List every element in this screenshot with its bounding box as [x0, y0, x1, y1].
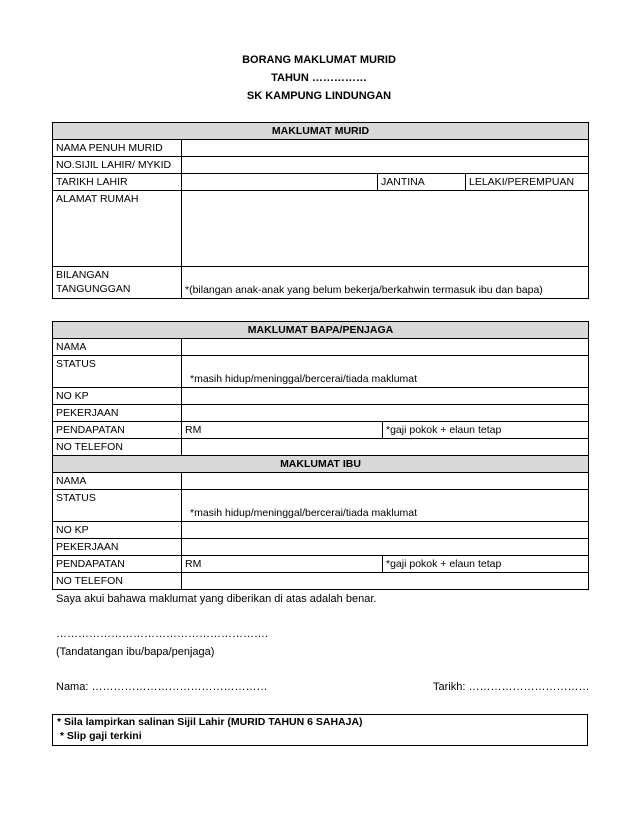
father-status-label: STATUS [53, 356, 182, 388]
school-name: SK KAMPUNG LINDUNGAN [246, 90, 392, 102]
father-name-field[interactable] [182, 339, 589, 356]
signature-label: (Tandatangan ibu/bapa/penjaga) [56, 646, 215, 658]
mother-status-note: *masih hidup/meninggal/bercerai/tiada maklumat [190, 507, 418, 519]
father-income-note: *gaji pokok + elaun tetap [383, 422, 589, 439]
father-info-heading: MAKLUMAT BAPA/PENJAGA [53, 322, 589, 339]
parent-info-table [52, 321, 589, 590]
note-birth-cert: * Sila lampirkan salinan Sijil Lahir (MURID TAHUN 6 SAHAJA) [57, 716, 363, 728]
mother-job-field[interactable] [182, 539, 589, 556]
attachment-notes [52, 714, 588, 746]
signature-line[interactable]: …………………………………………………. [56, 628, 269, 640]
birth-date-field[interactable] [182, 174, 378, 191]
student-info-table [52, 122, 589, 299]
name-line[interactable]: Nama: ………………………………………… [56, 681, 268, 693]
mother-ic-field[interactable] [182, 522, 589, 539]
father-ic-label: NO KP [53, 388, 182, 405]
mother-name-field[interactable] [182, 473, 589, 490]
mother-job-label: PEKERJAAN [53, 539, 182, 556]
declaration-statement: Saya akui bahawa maklumat yang diberikan di atas adalah benar. [56, 593, 377, 605]
father-ic-field[interactable] [182, 388, 589, 405]
gender-field[interactable]: LELAKI/PEREMPUAN [466, 174, 589, 191]
mother-ic-label: NO KP [53, 522, 182, 539]
mother-info-heading: MAKLUMAT IBU [53, 456, 589, 473]
student-name-field[interactable] [182, 140, 589, 157]
mother-status-field[interactable] [182, 490, 589, 522]
dependents-note: *(bilangan anak-anak yang belum bekerja/berkahwin termasuk ibu dan bapa) [185, 284, 543, 296]
mother-status-label: STATUS [53, 490, 182, 522]
gender-label: JANTINA [378, 174, 466, 191]
mother-phone-label: NO TELEFON [53, 573, 182, 590]
mother-income-label: PENDAPATAN [53, 556, 182, 573]
address-label: ALAMAT RUMAH [53, 191, 182, 267]
student-name-label: NAMA PENUH MURID [53, 140, 182, 157]
father-status-note: *masih hidup/meninggal/bercerai/tiada maklumat [190, 373, 418, 385]
note-payslip: * Slip gaji terkini [57, 730, 142, 742]
birth-date-label: TARIKH LAHIR [53, 174, 182, 191]
date-line[interactable]: Tarikh: …………………………… [433, 681, 590, 693]
father-phone-label: NO TELEFON [53, 439, 182, 456]
dependents-label-line2: TANGUNGGAN [56, 283, 131, 295]
birth-cert-field[interactable] [182, 157, 589, 174]
father-job-label: PEKERJAAN [53, 405, 182, 422]
form-title: BORANG MAKLUMAT MURID [242, 54, 396, 66]
father-status-field[interactable] [182, 356, 589, 388]
dependents-label-line1: BILANGAN [56, 269, 110, 281]
father-phone-field[interactable] [182, 439, 589, 456]
year-line: TAHUN …………… [271, 72, 367, 84]
dependents-label [53, 267, 182, 299]
father-name-label: NAMA [53, 339, 182, 356]
father-job-field[interactable] [182, 405, 589, 422]
dependents-field[interactable] [182, 267, 589, 299]
student-info-heading: MAKLUMAT MURID [53, 123, 589, 140]
birth-cert-label: NO.SIJIL LAHIR/ MYKID [53, 157, 182, 174]
mother-name-label: NAMA [53, 473, 182, 490]
father-income-field[interactable]: RM [182, 422, 383, 439]
mother-income-field[interactable]: RM [182, 556, 383, 573]
father-income-label: PENDAPATAN [53, 422, 182, 439]
mother-phone-field[interactable] [182, 573, 589, 590]
mother-income-note: *gaji pokok + elaun tetap [383, 556, 589, 573]
address-field[interactable] [182, 191, 589, 267]
